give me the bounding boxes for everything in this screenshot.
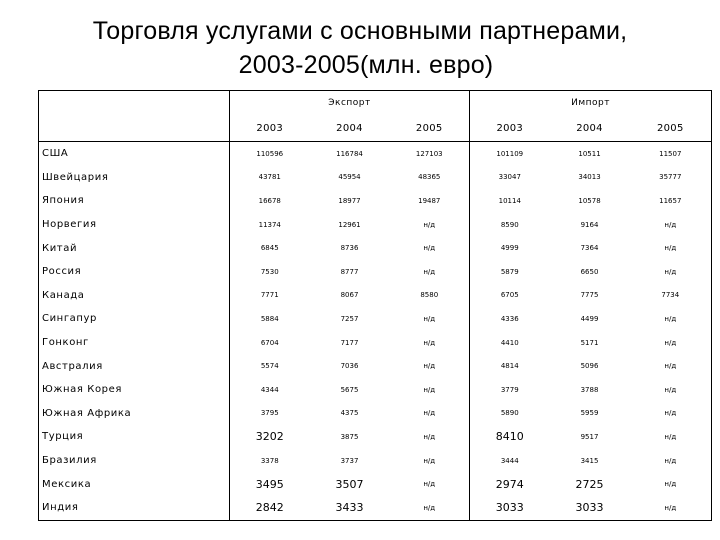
country-cell: Япония	[39, 189, 230, 213]
value-cell: 7257	[340, 314, 359, 323]
value-cell: н/д	[423, 220, 436, 229]
country-cell: Индия	[39, 496, 230, 520]
value-cell: н/д	[423, 244, 436, 253]
country-cell: США	[39, 142, 230, 166]
value-cell: 7775	[580, 291, 599, 300]
table-row	[39, 213, 712, 237]
value-cell: 4344	[260, 385, 279, 394]
country-cell: Канада	[39, 284, 230, 308]
table-row	[39, 166, 712, 190]
value-cell: 8590	[470, 213, 550, 237]
value-cell: н/д	[630, 402, 712, 426]
value-cell: 5574	[260, 362, 279, 371]
table-row	[39, 496, 712, 520]
table-row	[39, 284, 712, 308]
value-cell: 11657	[630, 189, 712, 213]
year-header: 2005	[630, 115, 712, 142]
value-cell: 4499	[580, 314, 599, 323]
value-cell: 6705	[470, 284, 550, 308]
value-cell: 101109	[470, 142, 550, 166]
value-cell: 5890	[470, 402, 550, 426]
table-row	[39, 236, 712, 260]
value-cell: н/д	[423, 338, 436, 347]
value-cell: 5959	[580, 409, 599, 418]
value-cell: 8580	[420, 291, 439, 300]
value-cell: н/д	[423, 432, 436, 441]
table-row	[39, 402, 712, 426]
country-cell: Гонконг	[39, 331, 230, 355]
value-cell: 5171	[580, 338, 599, 347]
value-cell: н/д	[630, 260, 712, 284]
value-cell: 35777	[630, 166, 712, 190]
value-cell: 16678	[258, 196, 281, 205]
value-cell: 9517	[580, 432, 599, 441]
value-cell: 7177	[340, 338, 359, 347]
value-cell: 48365	[418, 173, 441, 182]
country-cell: Мексика	[39, 472, 230, 496]
value-cell: 127103	[390, 142, 470, 166]
value-cell: 4999	[470, 236, 550, 260]
table-row	[39, 449, 712, 473]
value-cell: 4375	[340, 409, 359, 418]
group-header-import: Импорт	[470, 91, 712, 116]
table-row	[39, 354, 712, 378]
value-cell: 11374	[258, 220, 281, 229]
country-cell: Бразилия	[39, 449, 230, 473]
value-cell: 116784	[310, 142, 390, 166]
trade-table	[38, 90, 712, 521]
value-cell: н/д	[630, 472, 712, 496]
value-cell: н/д	[423, 362, 436, 371]
value-cell: 7771	[260, 291, 279, 300]
value-cell: 19487	[418, 196, 441, 205]
value-cell: н/д	[423, 314, 436, 323]
value-cell: 33047	[470, 166, 550, 190]
value-cell: 3737	[340, 456, 359, 465]
title-line-1: Торговля услугами с основными партнерами,	[92, 17, 628, 45]
value-cell: 5675	[340, 385, 359, 394]
value-cell: 3788	[580, 385, 599, 394]
value-cell: 7530	[260, 267, 279, 276]
value-cell: 5096	[580, 362, 599, 371]
value-cell: 6845	[260, 244, 279, 253]
value-cell: 8736	[340, 244, 359, 253]
value-cell: н/д	[630, 213, 712, 237]
table-row	[39, 307, 712, 331]
value-cell: н/д	[423, 480, 436, 489]
value-cell: 45954	[338, 173, 361, 182]
table-row	[39, 331, 712, 355]
year-header: 2005	[415, 122, 443, 134]
table-row	[39, 189, 712, 213]
value-cell: н/д	[630, 331, 712, 355]
value-cell: 11507	[630, 142, 712, 166]
value-cell: н/д	[630, 449, 712, 473]
value-cell: 3444	[470, 449, 550, 473]
value-cell: н/д	[423, 456, 436, 465]
value-cell: 8777	[340, 267, 359, 276]
year-header: 2004	[336, 122, 363, 134]
value-cell: 2974	[470, 472, 550, 496]
value-cell: 3033	[470, 496, 550, 520]
value-cell: 12961	[338, 220, 361, 229]
year-header: 2003	[256, 122, 284, 134]
value-cell: 10511	[550, 142, 630, 166]
value-cell: 3507	[335, 477, 364, 491]
group-header-export: Экспорт	[230, 91, 470, 116]
value-cell: 7734	[630, 284, 712, 308]
value-cell: 8410	[470, 425, 550, 449]
value-cell: н/д	[630, 307, 712, 331]
country-cell: Норвегия	[39, 213, 230, 237]
value-cell: 3795	[260, 409, 279, 418]
country-cell: Южная Африка	[39, 402, 230, 426]
value-cell: 18977	[338, 196, 361, 205]
value-cell: 6704	[260, 338, 279, 347]
country-cell: Швейцария	[39, 166, 230, 190]
value-cell: н/д	[630, 425, 712, 449]
value-cell: н/д	[423, 267, 436, 276]
value-cell: 7364	[580, 244, 599, 253]
value-cell: н/д	[423, 385, 436, 394]
value-cell: 4814	[470, 354, 550, 378]
value-cell: 34013	[578, 173, 601, 182]
value-cell: 5884	[260, 314, 279, 323]
value-cell: 6650	[580, 267, 599, 276]
value-cell: н/д	[630, 236, 712, 260]
country-cell: Турция	[39, 425, 230, 449]
value-cell: н/д	[423, 409, 436, 418]
value-cell: н/д	[630, 378, 712, 402]
table-row	[39, 260, 712, 284]
country-cell: Австралия	[39, 354, 230, 378]
value-cell: н/д	[630, 496, 712, 520]
country-cell: Южная Корея	[39, 378, 230, 402]
country-cell: Сингапур	[39, 307, 230, 331]
value-cell: 3378	[260, 456, 279, 465]
group-header-row	[39, 91, 712, 116]
year-header: 2004	[576, 122, 603, 134]
corner-cell	[39, 91, 230, 142]
value-cell: 9164	[580, 220, 599, 229]
value-cell: 4336	[470, 307, 550, 331]
value-cell: 43781	[258, 173, 281, 182]
value-cell: н/д	[630, 354, 712, 378]
value-cell: 3779	[470, 378, 550, 402]
year-header: 2003	[470, 115, 550, 142]
value-cell: 3875	[340, 432, 359, 441]
value-cell: 10114	[470, 189, 550, 213]
country-cell: Россия	[39, 260, 230, 284]
country-cell: Китай	[39, 236, 230, 260]
title-line-2: 2003-2005(млн. евро)	[238, 51, 494, 79]
value-cell: 10578	[578, 196, 601, 205]
value-cell: 7036	[340, 362, 359, 371]
value-cell: 3033	[550, 496, 630, 520]
value-cell: 3495	[255, 477, 284, 491]
table-row	[39, 142, 712, 166]
table-row	[39, 378, 712, 402]
table-row	[39, 425, 712, 449]
value-cell: 4410	[470, 331, 550, 355]
value-cell: 3202	[255, 430, 284, 444]
table-row	[39, 472, 712, 496]
value-cell: 2842	[230, 496, 310, 520]
value-cell: 3415	[580, 456, 599, 465]
value-cell: 3433	[310, 496, 390, 520]
value-cell: 5879	[470, 260, 550, 284]
value-cell: 8067	[340, 291, 359, 300]
value-cell: 2725	[575, 477, 604, 491]
value-cell: н/д	[390, 496, 470, 520]
value-cell: 110596	[230, 142, 310, 166]
page-title	[0, 14, 720, 82]
